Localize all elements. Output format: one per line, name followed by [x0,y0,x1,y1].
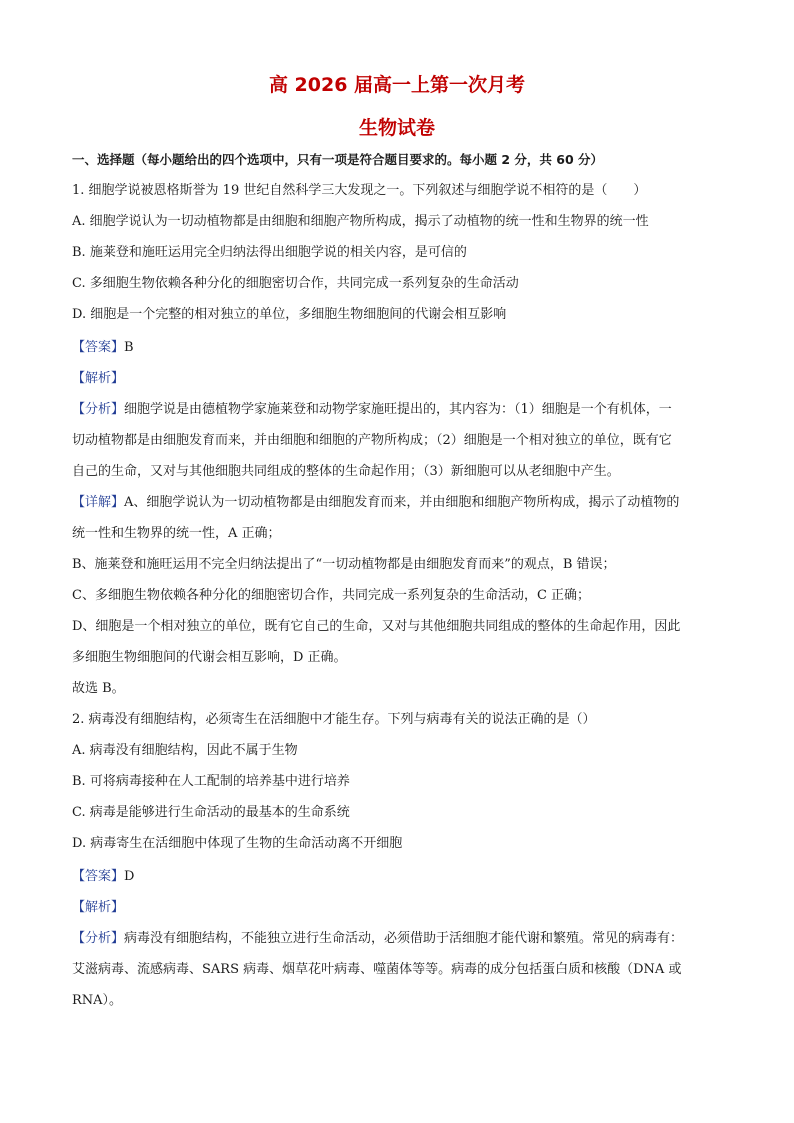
fenxi-text: 细胞学说是由德植物学家施莱登和动物学家施旺提出的，其内容为：（1）细胞是一个有机体，一 [124,402,672,417]
xiangjie-tag: 【详解】 [72,495,125,510]
question-1-xiangjie-line: 统一性和生物界的统一性，A 正确； [72,526,281,541]
question-1-option-b: B. 施莱登和施旺运用完全归纳法得出细胞学说的相关内容，是可信的 [72,245,467,260]
question-1-xiangjie-line: 多细胞生物细胞间的代谢会相互影响，D 正确。 [72,650,347,665]
question-1-fenxi-line [72,400,724,420]
question-2-stem: 2. 病毒没有细胞结构，必须寄生在活细胞中才能生存。下列与病毒有关的说法正确的是（） [72,712,596,727]
analysis-tag: 【解析】 [72,371,125,386]
question-2-fenxi-line [72,929,724,949]
answer-value: B [124,340,134,355]
exam-subtitle: 生物试卷 [358,117,435,139]
question-1-analysis-heading [72,369,724,389]
question-1-answer [72,338,724,358]
question-1-option-d: D. 细胞是一个完整的相对独立的单位，多细胞生物细胞间的代谢会相互影响 [72,307,507,322]
question-1-conclusion: 故选 B。 [72,681,125,696]
xiangjie-text: A、细胞学说认为一切动植物都是由细胞发育而来，并由细胞和细胞产物所构成，揭示了动植物的 [124,495,680,510]
answer-tag: 【答案】 [72,869,125,884]
answer-tag: 【答案】 [72,340,125,355]
analysis-tag: 【解析】 [72,900,125,915]
question-2-fenxi-line: 艾滋病毒、流感病毒、SARS 病毒、烟草花叶病毒、噬菌体等等。病毒的成分包括蛋白质和核酸（DNA 或 [72,962,682,977]
question-2-analysis-heading [72,898,724,918]
question-2-option-b: B. 可将病毒接种在人工配制的培养基中进行培养 [72,774,350,789]
section-heading: 一、选择题（每小题给出的四个选项中，只有一项是符合题目要求的。每小题 2 分，共 60 分） [72,152,604,167]
question-2-fenxi-line: RNA）。 [72,993,123,1008]
fenxi-text: 病毒没有细胞结构，不能独立进行生命活动，必须借助于活细胞才能代谢和繁殖。常见的病毒有： [124,931,684,946]
fenxi-tag: 【分析】 [72,402,125,417]
fenxi-tag: 【分析】 [72,931,125,946]
question-1-xiangjie-line: D、细胞是一个相对独立的单位，既有它自己的生命，又对与其他细胞共同组成的整体的生命起作用，因此 [72,619,681,634]
question-2-option-d: D. 病毒寄生在活细胞中体现了生物的生命活动离不开细胞 [72,836,403,851]
question-1-xiangjie-line: B、施莱登和施旺运用不完全归纳法提出了“一切动植物都是由细胞发育而来”的观点，B 错误； [72,557,616,572]
answer-value: D [124,869,135,884]
question-1-stem: 1. 细胞学说被恩格斯誉为 19 世纪自然科学三大发现之一。下列叙述与细胞学说不相符的是（ ） [72,183,647,198]
question-2-option-a: A. 病毒没有细胞结构，因此不属于生物 [72,743,298,758]
question-1-option-c: C. 多细胞生物依赖各种分化的细胞密切合作，共同完成一系列复杂的生命活动 [72,276,519,291]
question-1-xiangjie-line [72,493,724,513]
exam-title: 高 2026 届高一上第一次月考 [268,74,526,96]
question-2-answer [72,867,724,887]
question-2-option-c: C. 病毒是能够进行生命活动的最基本的生命系统 [72,805,350,820]
question-1-xiangjie-line: C、多细胞生物依赖各种分化的细胞密切合作，共同完成一系列复杂的生命活动，C 正确； [72,588,591,603]
question-1-fenxi-line: 自己的生命，又对与其他细胞共同组成的整体的生命起作用；（3）新细胞可以从老细胞中产生。 [72,464,620,479]
question-1-option-a: A. 细胞学说认为一切动植物都是由细胞和细胞产物所构成，揭示了动植物的统一性和生物界的统一性 [72,214,649,229]
question-1-fenxi-line: 切动植物都是由细胞发育而来，并由细胞和细胞的产物所构成；（2）细胞是一个相对独立的单位，既有它 [72,433,672,448]
